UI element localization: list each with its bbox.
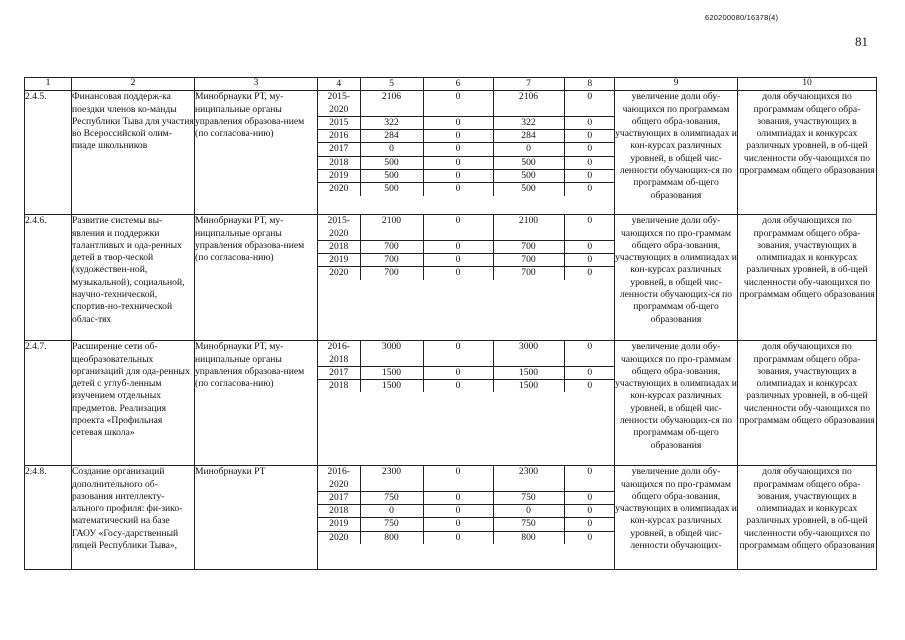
other-amount: 0 <box>587 531 593 543</box>
republic-amount: 750 <box>493 518 564 531</box>
total-amount: 2100 <box>360 215 423 240</box>
year-period: 2019 <box>318 254 360 267</box>
target-indicator: доля обучающихся по программам общего обра-зования, участвующих в олимпиадах и конкурсах различных уровней, в об-щей численности обу-чающихся по программам общего образования <box>738 215 877 341</box>
total-amount: 500 <box>360 156 423 169</box>
col-header-2: 2 <box>72 78 195 91</box>
year-row <box>318 254 615 267</box>
year-row <box>318 380 615 393</box>
federal-amount: 0 <box>423 91 493 116</box>
federal-amount: 0 <box>423 240 493 253</box>
measure-code: 2.4.7. <box>25 341 72 466</box>
col-header-5: 5 <box>360 78 423 90</box>
republic-amount: 0 <box>493 143 564 156</box>
year-period: 2020 <box>318 183 360 196</box>
republic-amount: 500 <box>493 156 564 169</box>
funding-by-year <box>318 215 615 341</box>
other-amount: 0 <box>564 254 615 267</box>
year-period: 2016-2018 <box>318 341 360 366</box>
other-amount: 0 <box>564 341 615 366</box>
federal-amount: 0 <box>423 531 493 544</box>
year-period: 2016-2020 <box>318 466 360 491</box>
measure-code: 2.4.5. <box>25 91 72 215</box>
republic-amount: 1500 <box>493 366 564 379</box>
other-amount: 0 <box>564 130 615 143</box>
total-amount: 3000 <box>360 341 423 366</box>
year-period: 2017 <box>318 366 360 379</box>
federal-amount: 0 <box>423 183 493 196</box>
republic-amount: 0 <box>493 505 564 518</box>
year-period: 2018 <box>318 240 360 253</box>
col-header-1: 1 <box>25 78 72 91</box>
measure-name: Финансовая поддерж-ка поездки членов ко-манды Республики Тыва для участия во Всероссийской олим-пиаде школьников <box>72 91 195 215</box>
year-row <box>318 491 615 504</box>
federal-amount: 0 <box>423 366 493 379</box>
federal-amount: 0 <box>423 491 493 504</box>
total-amount: 2106 <box>360 91 423 116</box>
funding-by-year <box>318 341 615 466</box>
total-amount: 1500 <box>360 366 423 379</box>
republic-amount: 700 <box>493 267 564 280</box>
total-amount: 1500 <box>360 380 423 393</box>
republic-amount: 322 <box>493 116 564 129</box>
column-header-row <box>25 78 877 91</box>
year-period: 2017 <box>318 491 360 504</box>
funding-by-year <box>318 466 615 570</box>
republic-amount: 700 <box>493 240 564 253</box>
total-amount: 700 <box>360 254 423 267</box>
year-row <box>318 240 615 253</box>
other-amount: 0 <box>564 518 615 531</box>
other-amount: 0 <box>564 240 615 253</box>
year-period: 2018 <box>318 380 360 393</box>
total-amount: 700 <box>360 240 423 253</box>
expected-result: увеличение доли обу-чающихся по про-граммам общего обра-зования, участвующих в олимпиадах и кон-курсах различных уровней, в общей чис-ленности обучающих- <box>615 466 738 570</box>
target-indicator: доля обучающихся по программам общего обра-зования, участвующих в олимпиадах и конкурсах различных уровней, в об-щей численности обу-чающихся по программам общего образования <box>738 466 877 570</box>
republic-amount: 500 <box>493 170 564 183</box>
year-period: 2019 <box>318 518 360 531</box>
federal-amount: 0 <box>423 156 493 169</box>
year-period: 2015 <box>318 116 360 129</box>
other-amount: 0 <box>564 143 615 156</box>
year-period: 2015-2020 <box>318 91 360 116</box>
federal-amount: 0 <box>423 130 493 143</box>
expected-result: увеличение доли обу-чающихся по про-граммам общего обра-зования, участвующих в олимпиадах и кон-курсах различных уровней, в общей чис-ленности обучающих-ся по программам об-щего образования <box>615 215 738 341</box>
year-row <box>318 518 615 531</box>
other-amount: 0 <box>587 267 593 279</box>
republic-amount: 750 <box>493 491 564 504</box>
year-period: 2016 <box>318 130 360 143</box>
year-period: 2018 <box>318 505 360 518</box>
year-row <box>318 156 615 169</box>
year-row <box>318 466 615 491</box>
year-row <box>318 366 615 379</box>
program-table <box>24 77 877 570</box>
total-amount: 800 <box>360 531 423 544</box>
total-amount: 284 <box>360 130 423 143</box>
federal-amount: 0 <box>423 254 493 267</box>
total-amount: 500 <box>360 170 423 183</box>
col-header-6: 6 <box>423 78 493 90</box>
year-row <box>318 170 615 183</box>
table-row <box>25 91 877 215</box>
expected-result: увеличение доли обу-чающихся по про-граммам общего обра-зования, участвующих в олимпиадах и кон-курсах различных уровней, в общей чис-ленности обучающих-ся по программам об-щего образования <box>615 341 738 466</box>
year-row <box>318 91 615 116</box>
republic-amount: 2100 <box>493 215 564 240</box>
republic-amount: 1500 <box>493 380 564 393</box>
page-number: 81 <box>855 34 868 49</box>
republic-amount: 3000 <box>493 341 564 366</box>
table-row <box>25 215 877 341</box>
target-indicator: доля обучающихся по программам общего обра-зования, участвующих в олимпиадах и конкурсах различных уровней, в об-щей численности обу-чающихся по программам общего образования <box>738 91 877 215</box>
republic-amount: 700 <box>493 254 564 267</box>
measure-name: Расширение сети об-щеобразовательных организаций для ода-ренных детей с углуб-ленным изучением отдельных предметов. Реализация проекта «Профильная сетевая школа» <box>72 341 195 466</box>
year-period: 2015-2020 <box>318 215 360 240</box>
year-period: 2019 <box>318 170 360 183</box>
year-row <box>318 505 615 518</box>
measure-code: 2.4.6. <box>25 215 72 341</box>
target-indicator: доля обучающихся по программам общего обра-зования, участвующих в олимпиадах и конкурсах различных уровней, в об-щей численности обу-чающихся по программам общего образования <box>738 341 877 466</box>
total-amount: 0 <box>360 143 423 156</box>
republic-amount: 2106 <box>493 91 564 116</box>
year-row <box>318 215 615 240</box>
executor: Минобрнауки РТ, му-ниципальные органы управления образова-нием (по согласова-нию) <box>195 341 318 466</box>
col-header-8: 8 <box>587 78 593 89</box>
federal-amount: 0 <box>423 466 493 491</box>
measure-name: Развитие системы вы-явления и поддержки талантливых и ода-ренных детей в твор-ческой (художествен-ной, музыкальной), социальной, научно-технической, спортив-но-технической облас-тях <box>72 215 195 341</box>
year-row <box>318 130 615 143</box>
col-header-4: 4 <box>318 78 360 90</box>
year-period: 2017 <box>318 143 360 156</box>
federal-amount: 0 <box>423 505 493 518</box>
year-row <box>318 143 615 156</box>
other-amount: 0 <box>564 366 615 379</box>
other-amount: 0 <box>564 156 615 169</box>
measure-code: 2.4.8. <box>25 466 72 570</box>
year-row <box>318 183 615 196</box>
other-amount: 0 <box>564 215 615 240</box>
funding-by-year <box>318 91 615 215</box>
republic-amount: 284 <box>493 130 564 143</box>
expected-result: увеличение доли обу-чающихся по программам общего обра-зования, участвующих в олимпиадах и кон-курсах различных уровней, в общей чис-ленности обучающих-ся по программам об-щего образования <box>615 91 738 215</box>
col-header-7: 7 <box>493 78 564 90</box>
federal-amount: 0 <box>423 380 493 393</box>
total-amount: 700 <box>360 267 423 280</box>
total-amount: 0 <box>360 505 423 518</box>
year-period: 2020 <box>318 531 360 544</box>
other-amount: 0 <box>564 116 615 129</box>
other-amount: 0 <box>564 170 615 183</box>
republic-amount: 500 <box>493 183 564 196</box>
total-amount: 2300 <box>360 466 423 491</box>
federal-amount: 0 <box>423 518 493 531</box>
other-amount: 0 <box>564 505 615 518</box>
federal-amount: 0 <box>423 143 493 156</box>
total-amount: 750 <box>360 518 423 531</box>
table-row <box>25 466 877 570</box>
total-amount: 750 <box>360 491 423 504</box>
republic-amount: 2300 <box>493 466 564 491</box>
total-amount: 500 <box>360 183 423 196</box>
year-row <box>318 341 615 366</box>
year-row <box>318 116 615 129</box>
col-header-9: 9 <box>615 78 738 91</box>
executor: Минобрнауки РТ, му-ниципальные органы управления образова-нием (по согласова-нию) <box>195 91 318 215</box>
federal-amount: 0 <box>423 341 493 366</box>
other-amount: 0 <box>564 466 615 491</box>
col-header-3: 3 <box>195 78 318 91</box>
table-row <box>25 341 877 466</box>
total-amount: 322 <box>360 116 423 129</box>
other-amount: 0 <box>564 491 615 504</box>
col-header-10: 10 <box>738 78 877 91</box>
col-header-4-8 <box>318 78 615 91</box>
year-period: 2018 <box>318 156 360 169</box>
other-amount: 0 <box>564 91 615 116</box>
federal-amount: 0 <box>423 170 493 183</box>
federal-amount: 0 <box>423 267 493 280</box>
federal-amount: 0 <box>423 116 493 129</box>
year-row <box>318 531 615 544</box>
other-amount: 0 <box>587 380 593 392</box>
year-period: 2020 <box>318 267 360 280</box>
year-row <box>318 267 615 280</box>
republic-amount: 800 <box>493 531 564 544</box>
document-id: 620200080/16378(4) <box>705 13 779 22</box>
other-amount: 0 <box>587 183 593 195</box>
measure-name: Создание организаций дополнительного об-разования интеллекту-ального профиля: фи-зико-математический на базе ГАОУ «Госу-дарственный лицей Республики Тыва», <box>72 466 195 570</box>
federal-amount: 0 <box>423 215 493 240</box>
executor: Минобрнауки РТ <box>195 466 318 570</box>
executor: Минобрнауки РТ, му-ниципальные органы управления образова-нием (по согласова-нию) <box>195 215 318 341</box>
